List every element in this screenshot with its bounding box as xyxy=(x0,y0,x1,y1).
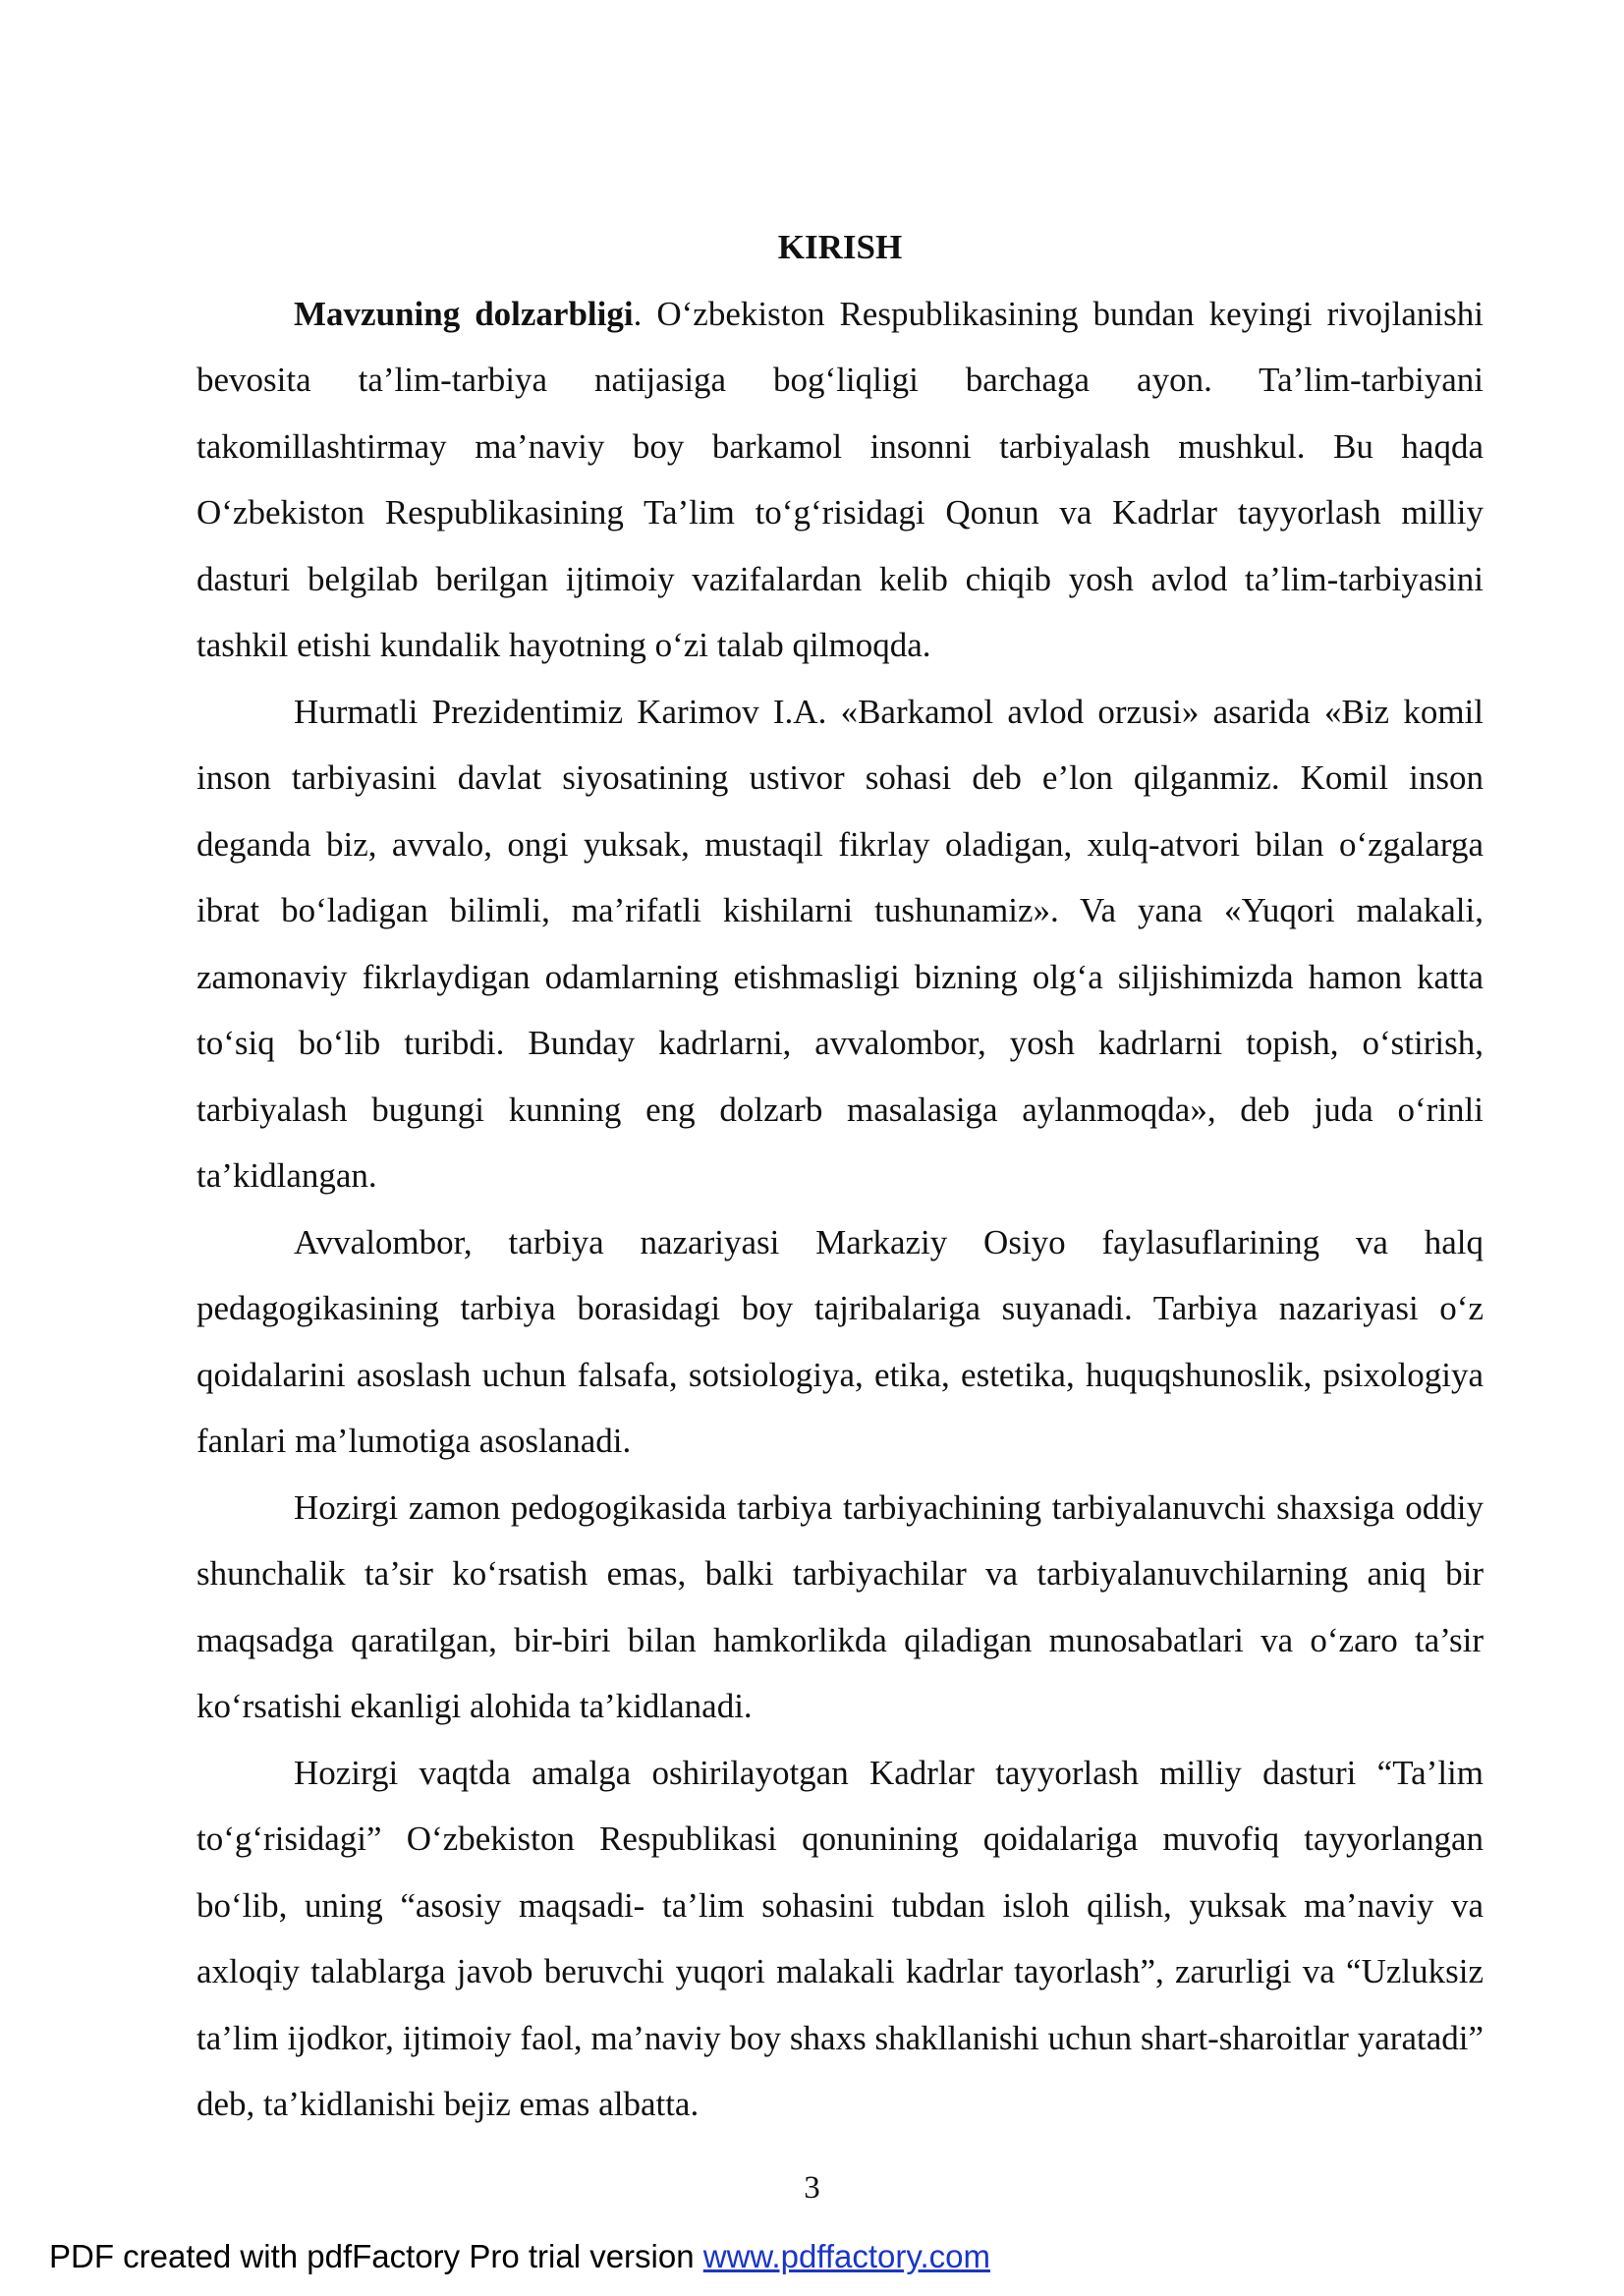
document-page xyxy=(196,214,1484,2138)
paragraph-5: Hozirgi vaqtda amalga oshirilayotgan Kadrlar tayyorlash milliy dasturi “Ta’lim to‘g‘risidagi” O‘zbekiston Respublikasi qonunining qoidalariga muvofiq tayyorlangan bo‘lib, uning “asosiy maqsadi- ta’lim sohasini tubdan isloh qilish, yuksak ma’naviy va axloqiy talablarga javob beruvchi yuqori malakali kadrlar tayorlash”, zarurligi va “Uzluksiz ta’lim ijodkor, ijtimoiy faol, ma’naviy boy shaxs shakllanishi uchun shart-sharoitlar yaratadi” deb, ta’kidlanishi bejiz emas albatta. xyxy=(196,1753,1484,2123)
footer-text: PDF created with pdfFactory Pro trial version xyxy=(49,2238,703,2274)
page-number: 3 xyxy=(804,2170,820,2206)
pdffactory-link[interactable]: www.pdffactory.com xyxy=(702,2238,990,2274)
paragraph-4: Hozirgi zamon pedogogikasida tarbiya tarbiyachining tarbiyalanuvchi shaxsiga oddiy shunchalik ta’sir ko‘rsatish emas, balki tarbiyachilar va tarbiyalanuvchilarning aniq bir maqsadga qaratilgan, bir-biri bilan hamkorlikda qiladigan munosabatlari va o‘zaro ta’sir ko‘rsatishi ekanligi alohida ta’kidlanadi. xyxy=(196,1487,1484,1725)
paragraph-lead: Mavzuning dolzarbligi xyxy=(294,294,634,333)
paragraph-3: Avvalombor, tarbiya nazariyasi Markaziy Osiyo faylasuflarining va halq pedagogikasining tarbiya borasidagi boy tajribalariga suyanadi. Tarbiya nazariyasi o‘z qoidalarini asoslash uchun falsafa, sotsiologiya, etika, estetika, huquqshunoslik, psixologiya fanlari ma’lumotiga asoslanadi. xyxy=(196,1222,1484,1460)
document-title: KIRISH xyxy=(777,228,903,266)
paragraph-text: . O‘zbekiston Respublikasining bundan keyingi rivojlanishi bevosita ta’lim-tarbiya natijasiga bog‘liqligi barchaga ayon. Ta’lim-tarbiyani takomillashtirmay ma’naviy boy barkamol insonni tarbiyalash mushkul. Bu haqda O‘zbekiston Respublikasining Ta’lim to‘g‘risidagi Qonun va Kadrlar tayyorlash milliy dasturi belgilab berilgan ijtimoiy vazifalardan kelib chiqib yosh avlod ta’lim-tarbiyasini tashkil etishi kundalik hayotning o‘zi talab qilmoqda. xyxy=(196,294,1484,664)
paragraph-1 xyxy=(196,281,1484,679)
paragraph-2: Hurmatli Prezidentimiz Karimov I.A. «Barkamol avlod orzusi» asarida «Biz komil inson tarbiyasini davlat siyosatining ustivor sohasi deb e’lon qilganmiz. Komil inson deganda biz, avvalo, ongi yuksak, mustaqil fikrlay oladigan, xulq-atvori bilan o‘zgalarga ibrat bo‘ladigan bilimli, ma’rifatli kishilarni tushunamiz». Va yana «Yuqori malakali, zamonaviy fikrlaydigan odamlarning etishmasligi bizning olg‘a siljishimizda hamon katta to‘siq bo‘lib turibdi. Bunday kadrlarni, avvalombor, yosh kadrlarni topish, o‘stirish, tarbiyalash bugungi kunning eng dolzarb masalasiga aylanmoqda», deb juda o‘rinli ta’kidlangan. xyxy=(196,692,1484,1195)
pdf-watermark-footer xyxy=(49,2237,990,2276)
